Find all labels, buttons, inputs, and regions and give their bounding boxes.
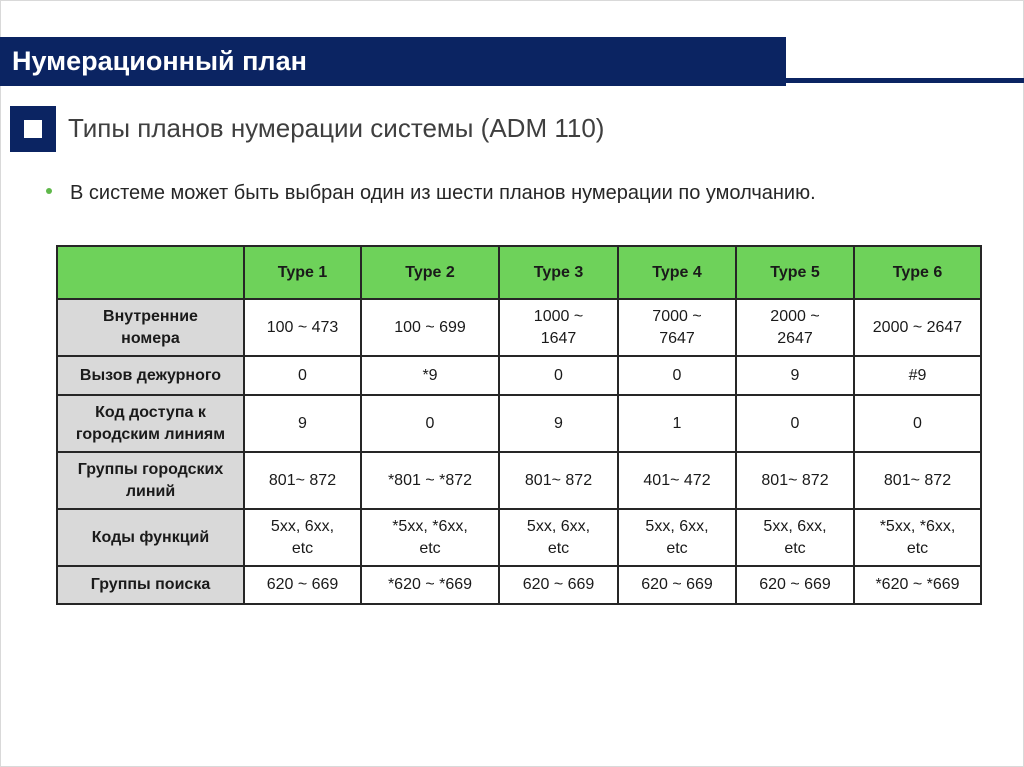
cell-line: etc (291, 539, 314, 557)
cell-line: etc (666, 539, 688, 557)
row-header-line: Коды функций (91, 528, 210, 546)
table-cell (736, 299, 854, 356)
table-cell (244, 566, 361, 604)
cell-line: etc (419, 539, 441, 557)
row-header-line: Группы городских (77, 460, 224, 478)
table-cell (854, 509, 981, 566)
cell-line: #9 (908, 366, 927, 384)
cell-line: *620 ~ *669 (875, 576, 960, 593)
row-header (57, 452, 244, 509)
table-cell (618, 566, 736, 604)
cell-line: 0 (790, 414, 800, 432)
row-header (57, 509, 244, 566)
table-cell (361, 395, 499, 452)
cell-line: 100 ~ 473 (266, 318, 339, 336)
cell-line: 801~ 872 (761, 471, 829, 489)
table-cell (618, 395, 736, 452)
table-cell (499, 356, 618, 395)
table-cell (499, 299, 618, 356)
table-row (57, 395, 981, 452)
table-cell (361, 452, 499, 509)
cell-line: 801~ 872 (883, 471, 952, 489)
square-bullet-inner (24, 120, 42, 138)
table-row (57, 299, 981, 356)
table-row (57, 509, 981, 566)
table-corner-cell (57, 246, 244, 299)
cell-line: *620 ~ *669 (387, 576, 473, 593)
cell-line: 0 (672, 366, 682, 384)
table-cell (854, 452, 981, 509)
square-bullet-icon (10, 106, 56, 152)
table-row (57, 356, 981, 395)
row-header-line: Код доступа к (95, 403, 206, 421)
table-cell (618, 509, 736, 566)
table-cell (854, 299, 981, 356)
table-cell (361, 299, 499, 356)
cell-line: 1000 ~ (533, 307, 584, 325)
table-cell (499, 395, 618, 452)
cell-line: *5xx, *6xx, (879, 517, 956, 535)
table-cell (244, 299, 361, 356)
table-cell (361, 509, 499, 566)
cell-line: 0 (554, 366, 563, 384)
cell-line: *5xx, *6xx, (392, 517, 468, 535)
table-cell (736, 452, 854, 509)
column-header: Type 6 (854, 246, 981, 299)
column-header: Type 5 (736, 246, 854, 299)
cell-line: 1647 (540, 329, 577, 347)
cell-line: 2647 (777, 329, 813, 347)
cell-line: 5xx, 6xx, (526, 517, 591, 535)
table-cell (244, 452, 361, 509)
cell-line: 801~ 872 (524, 471, 593, 489)
row-header (57, 566, 244, 604)
table-cell (618, 356, 736, 395)
column-header: Type 2 (361, 246, 499, 299)
title-bar (0, 37, 786, 86)
table-cell (736, 509, 854, 566)
cell-line: 5xx, 6xx, (645, 517, 709, 535)
cell-line: 2000 ~ (770, 307, 820, 325)
row-header-line: городским линиям (75, 425, 226, 443)
table-cell (854, 356, 981, 395)
table-cell (361, 566, 499, 604)
column-header: Type 4 (618, 246, 736, 299)
cell-line: *9 (422, 366, 438, 384)
cell-line: 620 ~ 669 (522, 576, 595, 593)
cell-line: 801~ 872 (268, 471, 337, 489)
bullet-dot-icon (46, 188, 52, 194)
cell-line: 620 ~ 669 (759, 576, 831, 593)
cell-line: 620 ~ 669 (641, 576, 713, 593)
table-cell (736, 566, 854, 604)
slide-title: Нумерационный план (12, 46, 307, 76)
row-header (57, 356, 244, 395)
table-row (57, 566, 981, 604)
table-cell (854, 566, 981, 604)
cell-line: 620 ~ 669 (266, 576, 339, 593)
cell-line: *801 ~ *872 (387, 471, 473, 489)
cell-line: 401~ 472 (643, 471, 711, 489)
table-cell (244, 356, 361, 395)
table-cell (499, 452, 618, 509)
row-header-line: линий (125, 482, 176, 500)
cell-line: 0 (913, 414, 922, 432)
table-cell (499, 566, 618, 604)
cell-line: 9 (298, 414, 307, 432)
cell-line: etc (906, 539, 929, 557)
cell-line: etc (547, 539, 570, 557)
row-header-line: номера (121, 329, 180, 347)
cell-line: 7647 (659, 329, 695, 347)
table-cell (736, 395, 854, 452)
cell-line: 0 (425, 414, 435, 432)
numbering-plan-table (56, 245, 982, 605)
table-cell (736, 356, 854, 395)
column-header: Type 3 (499, 246, 618, 299)
column-header: Type 1 (244, 246, 361, 299)
table-cell (618, 299, 736, 356)
section-title: Типы планов нумерации системы (ADM 110) (68, 113, 605, 143)
table-cell (244, 509, 361, 566)
table-cell (618, 452, 736, 509)
table-cell (499, 509, 618, 566)
table-cell (244, 395, 361, 452)
cell-line: 2000 ~ 2647 (872, 318, 963, 336)
cell-line: 5xx, 6xx, (270, 517, 335, 535)
cell-line: 100 ~ 699 (394, 318, 466, 336)
row-header-line: Внутренние (103, 307, 198, 325)
table-header-row (57, 246, 981, 299)
row-header (57, 299, 244, 356)
cell-line: 5xx, 6xx, (763, 517, 827, 535)
table-cell (854, 395, 981, 452)
cell-line: etc (784, 539, 806, 557)
bullet-text: В системе может быть выбран один из шести планов нумерации по умолчанию. (70, 182, 816, 204)
table-cell (361, 356, 499, 395)
cell-line: 7000 ~ (652, 307, 702, 325)
cell-line: 9 (554, 414, 563, 432)
row-header (57, 395, 244, 452)
row-header-line: Вызов дежурного (79, 366, 222, 384)
title-rule (786, 78, 1024, 83)
cell-line: 1 (672, 414, 682, 432)
row-header-line: Группы поиска (90, 576, 211, 593)
table-row (57, 452, 981, 509)
cell-line: 9 (790, 366, 800, 384)
cell-line: 0 (298, 366, 307, 384)
